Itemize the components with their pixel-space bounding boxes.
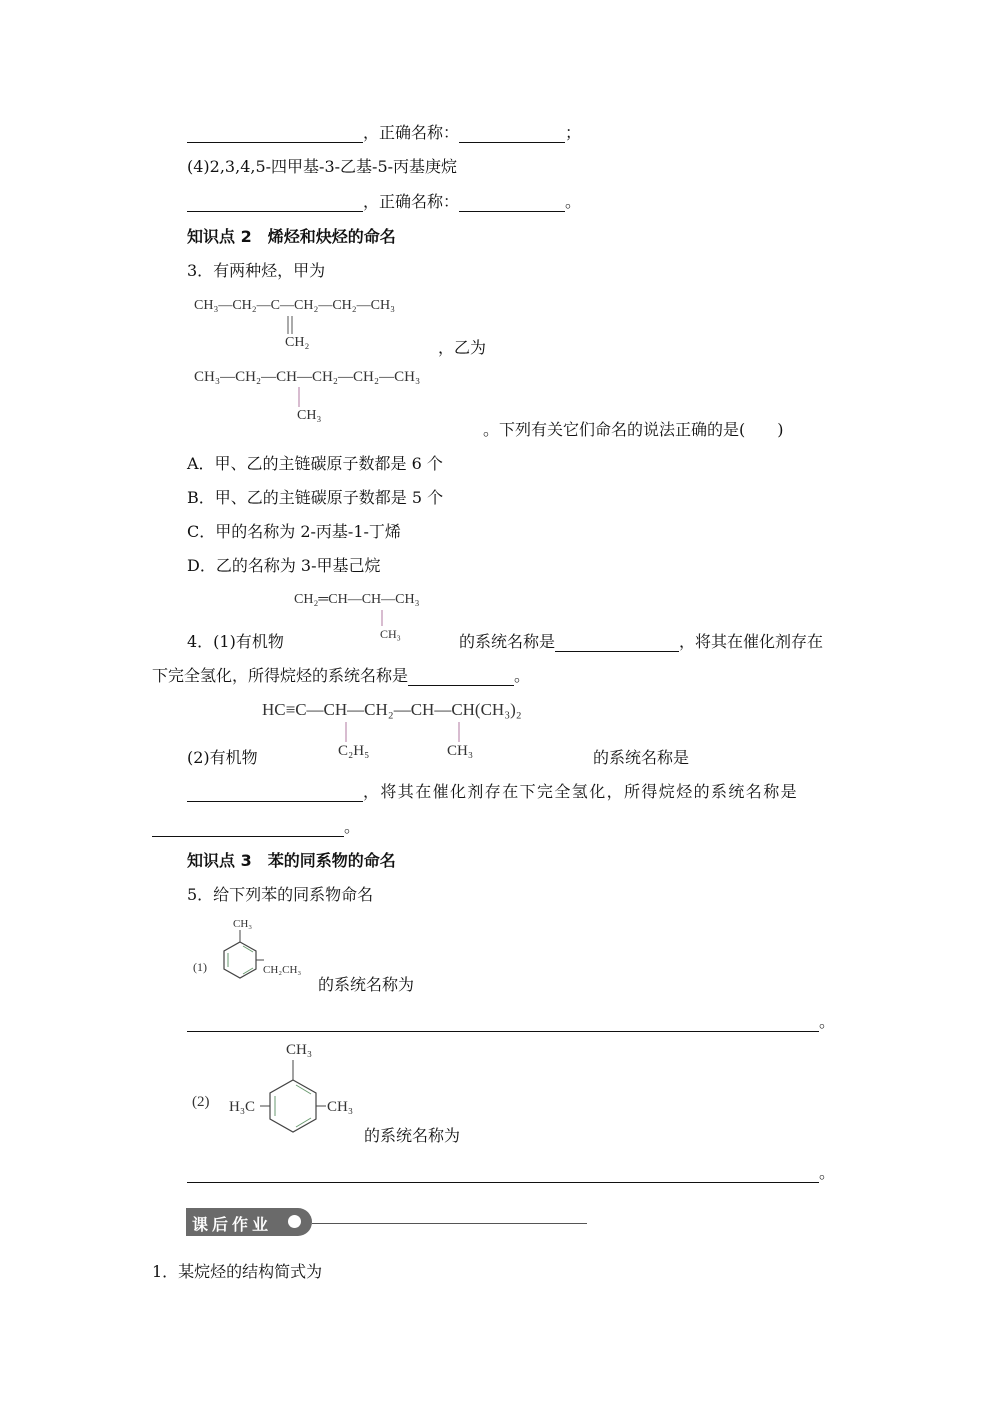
question-4-1-d: 下完全氢化，所得烷烃的系统名称是 。 xyxy=(152,666,531,685)
question-4-2-c: ，将其在催化剂存在下完全氢化，所得烷烃的系统名称是 xyxy=(187,782,798,802)
benzene-2-left: H₃C xyxy=(229,1099,256,1115)
q5-1-label: (1) xyxy=(193,960,207,974)
structure-q42-branch1: C₂H₅ xyxy=(338,743,370,759)
option-c[interactable]: C．甲的名称为 2-丙基-1-丁烯 xyxy=(187,522,401,541)
structure-q41-branch: CH₃ xyxy=(380,627,401,641)
option-d[interactable]: D．乙的名称为 3-甲基己烷 xyxy=(187,556,381,575)
structure-jia-main: CH₃—CH₂—C—CH₂—CH₂—CH₃ xyxy=(194,298,395,313)
answer-line-5-1: 。 xyxy=(187,1012,835,1032)
structure-q42-branch2: CH₃ xyxy=(447,743,474,759)
option-b[interactable]: B．甲、乙的主链碳原子数都是 5 个 xyxy=(187,488,444,507)
question-3-stem: 3．有两种烃，甲为 xyxy=(187,261,326,280)
question-5-1-text: 的系统名称为 xyxy=(318,975,415,994)
answer-blank[interactable] xyxy=(187,785,363,802)
question-5-stem: 5．给下列苯的同系物命名 xyxy=(187,885,374,904)
benzene-ring-1 xyxy=(214,918,314,998)
question-5-2-text: 的系统名称为 xyxy=(364,1126,461,1145)
q5-2-label: (2) xyxy=(192,1094,210,1110)
answer-blank[interactable] xyxy=(152,820,344,837)
answer-blank[interactable] xyxy=(187,195,363,212)
structure-q42-main: HC≡C—CH—CH₂—CH—CH(CH₃)₂ xyxy=(262,700,522,719)
structure-yi-main: CH₃—CH₂—CH—CH₂—CH₂—CH₃ xyxy=(194,369,421,385)
answer-line-4: ，正确名称： 。 xyxy=(187,192,581,212)
question-4-1: 4．(1)有机物 xyxy=(187,632,284,651)
answer-blank[interactable] xyxy=(187,126,363,143)
bond-line xyxy=(295,387,305,409)
structure-yi-branch: CH₃ xyxy=(297,408,322,423)
benzene-1-top: CH₃ xyxy=(233,918,253,930)
question-4-2-d: 。 xyxy=(152,817,360,837)
benzene-1-side: CH₂CH₃ xyxy=(263,964,302,976)
question-3-tail: 。下列有关它们命名的说法正确的是( ) xyxy=(483,420,784,439)
question-3-mid: ，乙为 xyxy=(438,338,487,357)
answer-blank[interactable] xyxy=(408,669,514,686)
question-4-label: (4)2,3,4,5-四甲基-3-乙基-5-丙基庚烷 xyxy=(187,157,458,176)
benzene-2-top: CH₃ xyxy=(286,1042,313,1058)
answer-blank[interactable] xyxy=(187,1166,819,1183)
answer-blank[interactable] xyxy=(459,195,565,212)
homework-divider xyxy=(312,1223,587,1224)
section-title-kp2: 知识点 2 烯烃和炔烃的命名 xyxy=(187,227,396,246)
structure-jia-branch: CH₂ xyxy=(285,335,310,350)
structure-q41-main: CH₂═CH—CH—CH₃ xyxy=(294,592,420,607)
answer-line-5-2: 。 xyxy=(187,1163,835,1183)
question-4-2-a: (2)有机物 xyxy=(187,748,258,767)
bullet-dot-icon xyxy=(288,1215,301,1228)
section-title-kp3: 知识点 3 苯的同系物的命名 xyxy=(187,851,396,870)
option-a[interactable]: A．甲、乙的主链碳原子数都是 6 个 xyxy=(187,454,443,473)
answer-blank[interactable] xyxy=(459,126,565,143)
question-4-2-b: 的系统名称是 xyxy=(593,748,690,767)
answer-line-3: ，正确名称： ； xyxy=(187,123,581,143)
bond-line xyxy=(378,610,388,628)
benzene-2-right: CH₃ xyxy=(327,1099,354,1115)
homework-label: 课后作业 xyxy=(192,1215,273,1234)
double-bond-mark xyxy=(280,316,300,336)
question-4-1-b: 的系统名称是 ，将其在催化剂存在 xyxy=(459,632,824,651)
homework-question-1: 1．某烷烃的结构简式为 xyxy=(152,1262,323,1281)
answer-blank[interactable] xyxy=(555,635,679,652)
bond-line xyxy=(455,722,465,744)
answer-blank[interactable] xyxy=(187,1015,819,1032)
bond-line xyxy=(342,722,352,744)
